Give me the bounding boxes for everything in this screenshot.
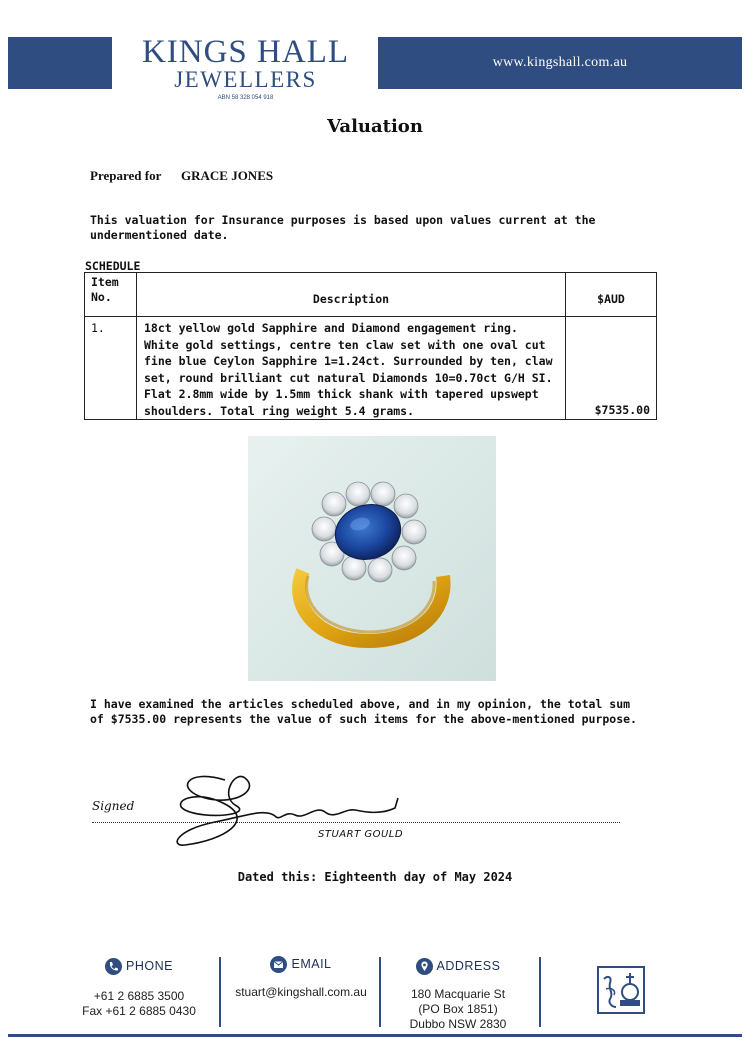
closing-statement: I have examined the articles scheduled above, and in my opinion, the total sum of $7535.00 represents the value of such items for the above-mentioned purpose. — [90, 697, 637, 726]
location-pin-icon — [416, 958, 433, 975]
footer-address — [393, 958, 523, 1032]
footer-divider — [379, 957, 381, 1027]
schedule-table — [84, 272, 657, 420]
table-row — [85, 317, 657, 420]
footer-phone — [80, 958, 198, 1019]
phone-label: PHONE — [126, 958, 173, 973]
address-street: 180 Macquarie St — [410, 987, 506, 1001]
header-description: Description — [137, 273, 566, 317]
footer-bottom-bar — [8, 1034, 742, 1037]
email-address[interactable]: stuart@kingshall.com.au — [235, 985, 367, 999]
signatory-name: STUART GOULD — [318, 829, 404, 840]
logo-line1: KINGS HALL — [141, 34, 350, 70]
crest-icon — [596, 965, 646, 1015]
address-city: Dubbo NSW 2830 — [409, 1017, 507, 1031]
signed-label: Signed — [92, 799, 135, 813]
table-header-row — [85, 273, 657, 317]
signature-image — [165, 760, 415, 855]
header-item-no: Item No. — [85, 273, 137, 317]
phone-icon — [105, 958, 122, 975]
header-bar-left — [8, 37, 112, 89]
phone-number[interactable]: +61 2 6885 3500 — [93, 989, 185, 1003]
prepared-for-name: GRACE JONES — [181, 168, 274, 183]
row-value: $7535.00 — [566, 317, 657, 420]
row-item-no: 1. — [85, 317, 137, 420]
website-url[interactable]: www.kingshall.com.au — [492, 55, 628, 70]
row-description: 18ct yellow gold Sapphire and Diamond engagement ring. White gold settings, centre ten claw set with one oval cut fine blue Ceylon Sapphire 1=1.24ct. Surrounded by ten, claw set, round brilliant cut natural Diamonds 10=0.70ct G/H SI. Flat 2.8mm wide by 1.5mm thick shank with tapered upswept shoulders. Total ring weight 5.4 grams. — [137, 317, 566, 420]
footer-email — [226, 956, 376, 1000]
prepared-for-label: Prepared for — [90, 168, 162, 183]
address-po-box: (PO Box 1851) — [418, 1002, 498, 1016]
address-label: ADDRESS — [436, 958, 501, 973]
dated-line: Dated this: Eighteenth day of May 2024 — [237, 870, 513, 884]
logo-line2: JEWELLERS — [174, 67, 317, 92]
schedule-label: SCHEDULE — [85, 259, 141, 273]
ring-photo — [248, 436, 496, 681]
footer-divider — [539, 957, 541, 1027]
fax-number: Fax +61 2 6885 0430 — [82, 1004, 196, 1018]
abn-number: ABN 58 328 054 918 — [217, 95, 274, 101]
document-title: Valuation — [327, 116, 423, 137]
footer-divider — [219, 957, 221, 1027]
intro-text: This valuation for Insurance purposes is based upon values current at the undermentioned date. — [90, 213, 596, 242]
header-aud: $AUD — [566, 273, 657, 317]
ring-illustration — [248, 436, 496, 681]
envelope-icon — [270, 956, 287, 973]
email-label: EMAIL — [291, 956, 332, 971]
